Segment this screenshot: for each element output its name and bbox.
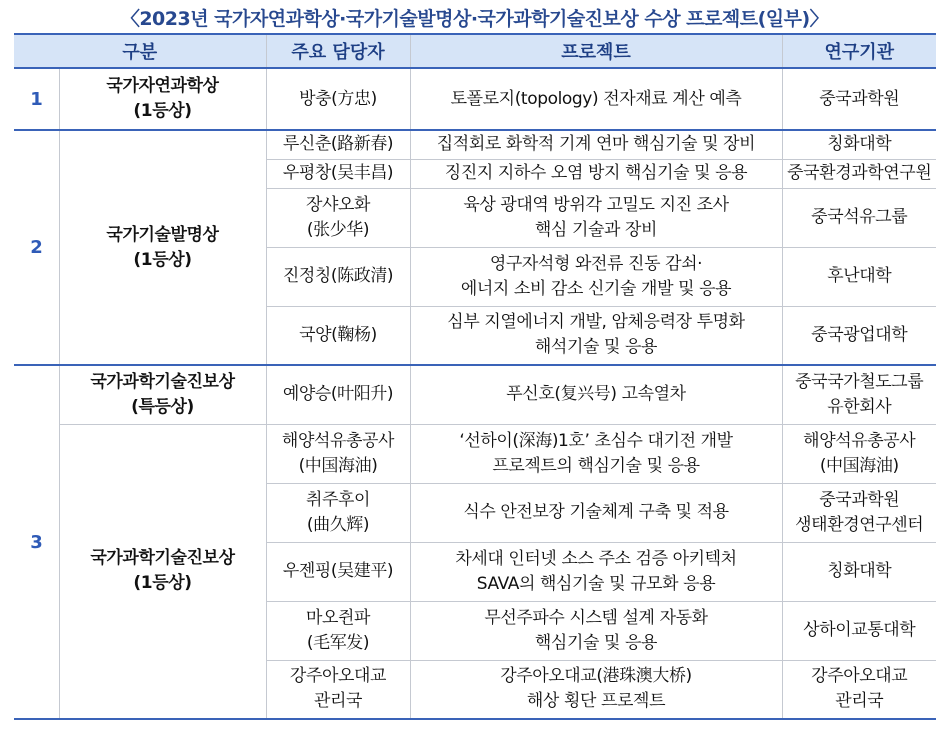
person-cell: 취주후이 (曲久辉) bbox=[266, 483, 410, 542]
org-cell: 중국과학원 bbox=[782, 68, 936, 130]
project-cell: 징진지 지하수 오염 방지 핵심기술 및 응용 bbox=[410, 159, 782, 188]
org-cell: 칭화대학 bbox=[782, 130, 936, 159]
table-row bbox=[14, 424, 936, 483]
header-org: 연구기관 bbox=[782, 34, 936, 68]
project-cell: 강주아오대교(港珠澳大桥) 해상 횡단 프로젝트 bbox=[410, 660, 782, 719]
person-cell: 마오쥔파 (毛军发) bbox=[266, 601, 410, 660]
group-number: 1 bbox=[14, 68, 59, 130]
person-cell: 예양승(叶阳升) bbox=[266, 365, 410, 424]
org-cell: 강주아오대교 관리국 bbox=[782, 660, 936, 719]
table-row bbox=[14, 130, 936, 159]
person-cell: 우평창(吴丰昌) bbox=[266, 159, 410, 188]
project-cell: 토폴로지(topology) 전자재료 계산 예측 bbox=[410, 68, 782, 130]
org-cell: 중국국가철도그룹 유한회사 bbox=[782, 365, 936, 424]
person-cell: 해양석유총공사 (中国海油) bbox=[266, 424, 410, 483]
header-person: 주요 담당자 bbox=[266, 34, 410, 68]
person-cell: 진정칭(陈政清) bbox=[266, 247, 410, 306]
org-cell: 해양석유총공사 (中国海油) bbox=[782, 424, 936, 483]
person-cell: 강주아오대교 관리국 bbox=[266, 660, 410, 719]
project-cell: 육상 광대역 방위각 고밀도 지진 조사 핵심 기술과 장비 bbox=[410, 188, 782, 247]
org-cell: 칭화대학 bbox=[782, 542, 936, 601]
header-category: 구분 bbox=[14, 34, 266, 68]
project-cell: 무선주파수 시스템 설계 자동화 핵심기술 및 응용 bbox=[410, 601, 782, 660]
project-cell: 심부 지열에너지 개발, 암체응력장 투명화 해석기술 및 응용 bbox=[410, 306, 782, 365]
person-cell: 장샤오화 (张少华) bbox=[266, 188, 410, 247]
person-cell: 국양(鞠杨) bbox=[266, 306, 410, 365]
org-cell: 상하이교통대학 bbox=[782, 601, 936, 660]
header-row bbox=[14, 34, 936, 68]
awards-table bbox=[14, 33, 936, 720]
project-cell: 영구자석형 와전류 진동 감쇠· 에너지 소비 감소 신기술 개발 및 응용 bbox=[410, 247, 782, 306]
group-number: 2 bbox=[14, 130, 59, 365]
project-cell: 식수 안전보장 기술체계 구축 및 적용 bbox=[410, 483, 782, 542]
award-category: 국가과학기술진보상 (1등상) bbox=[59, 424, 266, 719]
project-cell: ‘선하이(深海)1호’ 초심수 대기전 개발 프로젝트의 핵심기술 및 응용 bbox=[410, 424, 782, 483]
org-cell: 중국환경과학연구원 bbox=[782, 159, 936, 188]
award-category: 국가기술발명상 (1등상) bbox=[59, 130, 266, 365]
project-cell: 집적회로 화학적 기계 연마 핵심기술 및 장비 bbox=[410, 130, 782, 159]
award-category: 국가자연과학상 (1등상) bbox=[59, 68, 266, 130]
org-cell: 중국과학원 생태환경연구센터 bbox=[782, 483, 936, 542]
project-cell: 푸신호(复兴号) 고속열차 bbox=[410, 365, 782, 424]
org-cell: 중국석유그룹 bbox=[782, 188, 936, 247]
header-project: 프로젝트 bbox=[410, 34, 782, 68]
org-cell: 후난대학 bbox=[782, 247, 936, 306]
table-row bbox=[14, 365, 936, 424]
person-cell: 우젠핑(吴建平) bbox=[266, 542, 410, 601]
group-number: 3 bbox=[14, 365, 59, 719]
project-cell: 차세대 인터넷 소스 주소 검증 아키텍처 SAVA의 핵심기술 및 규모화 응용 bbox=[410, 542, 782, 601]
table-title: 〈2023년 국가자연과학상·국가기술발명상·국가과학기술진보상 수상 프로젝트(일부)〉 bbox=[120, 8, 829, 30]
award-category: 국가과학기술진보상 (특등상) bbox=[59, 365, 266, 424]
person-cell: 루신춘(路新春) bbox=[266, 130, 410, 159]
person-cell: 방충(方忠) bbox=[266, 68, 410, 130]
org-cell: 중국광업대학 bbox=[782, 306, 936, 365]
table-row bbox=[14, 68, 936, 130]
